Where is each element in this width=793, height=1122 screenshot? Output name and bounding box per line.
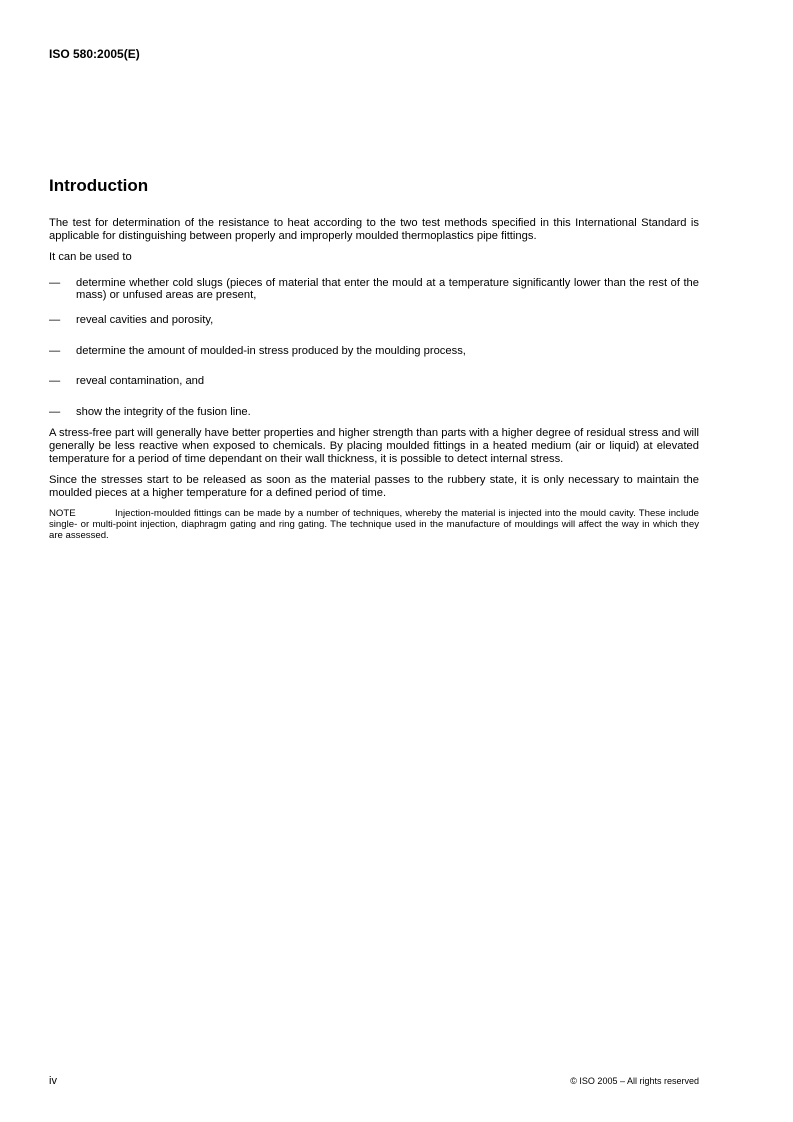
document-id: ISO 580:2005(E) — [49, 47, 140, 61]
dash-marker: — — [49, 276, 61, 289]
list-item-text: reveal cavities and porosity, — [76, 313, 214, 326]
list-item-text: reveal contamination, and — [76, 375, 205, 388]
list-item-text: determine whether cold slugs (pieces of material that enter the mould at a temperature significantly lower than the rest of the mass) or unfused areas are present, — [76, 276, 699, 302]
dash-marker: — — [49, 405, 61, 418]
dash-marker: — — [49, 375, 61, 388]
dash-marker: — — [49, 313, 61, 326]
intro-paragraph: The test for determination of the resistance to heat according to the two test methods specified in this International Standard is applicable for distinguishing between properly and improperly moulded thermoplastics pipe fittings. — [49, 217, 699, 242]
page-number: iv — [49, 1075, 57, 1087]
section-body — [49, 217, 699, 541]
list-item-text: determine the amount of moulded-in stress produced by the moulding process, — [76, 344, 466, 357]
list-item — [49, 345, 699, 358]
note-label: NOTE — [49, 508, 76, 520]
note-text: Injection-moulded fittings can be made by a number of techniques, whereby the material is injected into the mould cavity. These include single- or multi-point injection, diaphragm gating and ring gating. The technique used in the manufacture of mouldings will affect the way in which they are assessed. — [49, 508, 699, 542]
paragraph-stress-release: Since the stresses start to be released as soon as the material passes to the rubbery state, it is only necessary to maintain the moulded pieces at a higher temperature for a defined period of time. — [49, 474, 699, 499]
copyright: © ISO 2005 – All rights reserved — [570, 1076, 699, 1086]
list-item-text: show the integrity of the fusion line. — [76, 405, 251, 418]
list-item — [49, 277, 699, 302]
list-item — [49, 406, 699, 419]
list-item — [49, 375, 699, 388]
list-item — [49, 314, 699, 327]
note — [49, 508, 699, 541]
section-title: Introduction — [49, 176, 149, 195]
paragraph-stress-free: A stress-free part will generally have better properties and higher strength than parts with a higher degree of residual stress and will generally be less reactive when exposed to chemicals. By placing moulded fittings in a heated medium (air or liquid) at elevated temperature for a period of time dependant on their wall thickness, it is possible to detect internal stress. — [49, 427, 699, 465]
dash-marker: — — [49, 344, 61, 357]
lead-in-text: It can be used to — [49, 251, 132, 264]
